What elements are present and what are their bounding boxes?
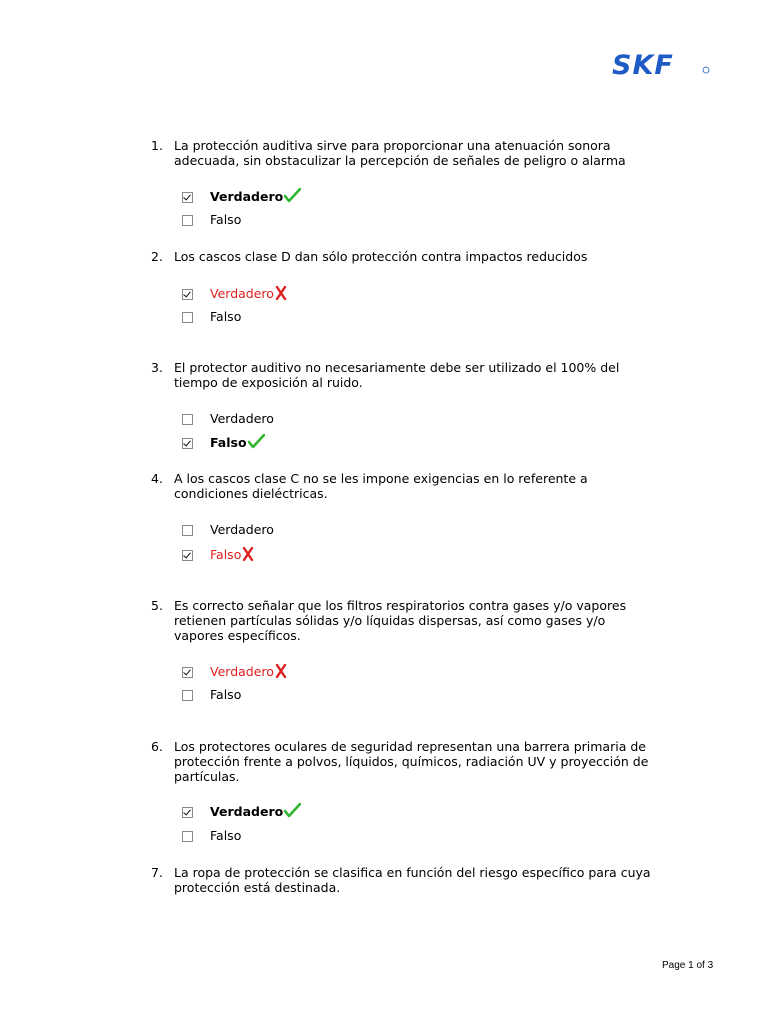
- checkbox-unchecked[interactable]: [182, 414, 193, 425]
- question-text: La ropa de protección se clasifica en función del riesgo específico para cuya protección está destinada.: [174, 865, 651, 895]
- option-label-wrong: Falso: [210, 546, 254, 566]
- question-text: Los protectores oculares de seguridad representan una barrera primaria de protección frente a polvos, líquidos, químicos, radiación UV y proyección de partículas.: [174, 739, 649, 784]
- cross-icon: [275, 286, 287, 305]
- question-text: A los cascos clase C no se les impone exigencias en lo referente a condiciones dieléctricas.: [174, 471, 588, 501]
- checkbox-unchecked[interactable]: [182, 525, 193, 536]
- checkbox-checked[interactable]: [182, 438, 193, 449]
- checkbox-checked[interactable]: [182, 192, 193, 203]
- question-text: Los cascos clase D dan sólo protección contra impactos reducidos: [174, 249, 588, 264]
- checkmark-icon: [284, 803, 301, 823]
- option-label: Falso: [210, 687, 242, 702]
- question-number: 1.: [151, 138, 163, 153]
- question-2: [151, 249, 651, 264]
- page-number: Page 1 of 3: [662, 960, 714, 971]
- question-5: [151, 598, 651, 643]
- question-4: [151, 471, 651, 501]
- question-text: La protección auditiva sirve para proporcionar una atenuación sonora adecuada, sin obstaculizar la percepción de señales de peligro o alarma: [174, 138, 626, 168]
- checkbox-checked[interactable]: [182, 667, 193, 678]
- question-number: 5.: [151, 598, 163, 613]
- option-label-wrong: Verdadero: [210, 663, 287, 683]
- cross-icon: [275, 664, 287, 683]
- checkbox-unchecked[interactable]: [182, 312, 193, 323]
- option-label: Falso: [210, 309, 242, 324]
- question-number: 7.: [151, 865, 163, 880]
- checkbox-unchecked[interactable]: [182, 215, 193, 226]
- checkmark-icon: [284, 188, 301, 208]
- question-number: 2.: [151, 249, 163, 264]
- question-text: Es correcto señalar que los filtros respiratorios contra gases y/o vapores retienen partículas sólidas y/o líquidas dispersas, así como gases y/o vapores específicos.: [174, 598, 627, 643]
- option-label: Verdadero: [210, 522, 274, 537]
- skf-logo-text: SKF: [612, 50, 674, 78]
- question-number: 3.: [151, 360, 163, 375]
- option-label: Verdadero: [210, 411, 274, 426]
- question-7: [151, 865, 651, 895]
- checkbox-checked[interactable]: [182, 807, 193, 818]
- option-label-correct: Falso: [210, 434, 265, 454]
- question-number: 4.: [151, 471, 163, 486]
- skf-logo-mark: [612, 50, 712, 78]
- checkbox-checked[interactable]: [182, 550, 193, 561]
- option-label-correct: Verdadero: [210, 803, 301, 823]
- checkbox-unchecked[interactable]: [182, 831, 193, 842]
- checkbox-checked[interactable]: [182, 289, 193, 300]
- option-label: Falso: [210, 828, 242, 843]
- question-number: 6.: [151, 739, 163, 754]
- cross-icon: [242, 547, 254, 566]
- checkbox-unchecked[interactable]: [182, 690, 193, 701]
- option-label: Falso: [210, 212, 242, 227]
- checkmark-icon: [248, 434, 265, 454]
- option-label-correct: Verdadero: [210, 188, 301, 208]
- question-1: [151, 138, 651, 168]
- question-text: El protector auditivo no necesariamente debe ser utilizado el 100% del tiempo de exposición al ruido.: [174, 360, 620, 390]
- option-label-wrong: Verdadero: [210, 285, 287, 305]
- question-6: [151, 739, 651, 784]
- question-3: [151, 360, 651, 390]
- skf-logo: [612, 50, 712, 76]
